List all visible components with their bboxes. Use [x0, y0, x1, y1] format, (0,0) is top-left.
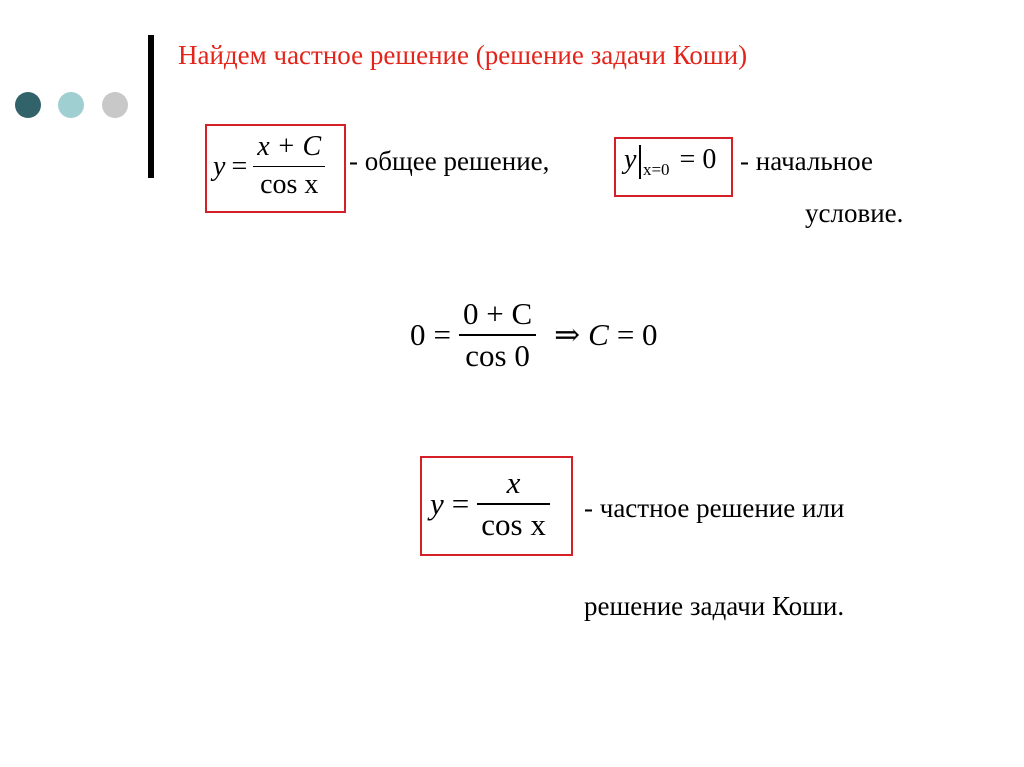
- implies-arrow: ⇒: [554, 316, 581, 352]
- compute-result-var: C: [588, 316, 609, 352]
- general-lhs: y: [213, 150, 226, 182]
- constant-computation: [410, 297, 658, 373]
- general-fraction: [253, 132, 325, 201]
- general-eq: =: [231, 150, 248, 182]
- initial-condition-label-2: условие.: [805, 198, 904, 228]
- general-solution-label: - общее решение,: [349, 146, 550, 176]
- compute-lhs: 0: [410, 316, 426, 352]
- slide-title: Найдем частное решение (решение задачи Коши): [178, 40, 748, 70]
- initial-rhs: = 0: [679, 144, 717, 175]
- general-numerator: x + C: [257, 131, 322, 162]
- decor-dot-dark-teal: [15, 92, 41, 118]
- particular-fraction: [477, 466, 550, 542]
- decor-dot-gray: [102, 92, 128, 118]
- general-fraction-bar: [253, 166, 325, 168]
- general-denominator: cos x: [260, 169, 319, 201]
- initial-var: y: [624, 144, 637, 175]
- decor-dot-light-teal: [58, 92, 84, 118]
- initial-subscript: x=0: [642, 160, 670, 179]
- particular-fraction-bar: [477, 503, 550, 505]
- compute-result-rhs: = 0: [616, 316, 658, 352]
- particular-lhs: y: [430, 485, 444, 521]
- particular-solution-label-2: решение задачи Коши.: [584, 591, 845, 621]
- evaluation-bar: [639, 145, 641, 179]
- general-solution-box: [205, 124, 346, 213]
- decor-vertical-bar: [148, 35, 154, 178]
- compute-eq: =: [433, 316, 451, 352]
- initial-condition-label-1: - начальное: [740, 146, 873, 176]
- particular-eq: =: [451, 485, 470, 521]
- particular-solution-label-1: - частное решение или: [584, 493, 845, 523]
- particular-numerator: x: [506, 465, 521, 500]
- initial-condition-box: [614, 137, 733, 197]
- compute-numerator: 0 + C: [462, 296, 533, 331]
- compute-fraction: [459, 297, 536, 373]
- particular-solution-box: [420, 456, 573, 556]
- compute-fraction-bar: [459, 334, 536, 336]
- particular-denominator: cos x: [481, 506, 546, 542]
- compute-denominator: cos 0: [465, 337, 530, 373]
